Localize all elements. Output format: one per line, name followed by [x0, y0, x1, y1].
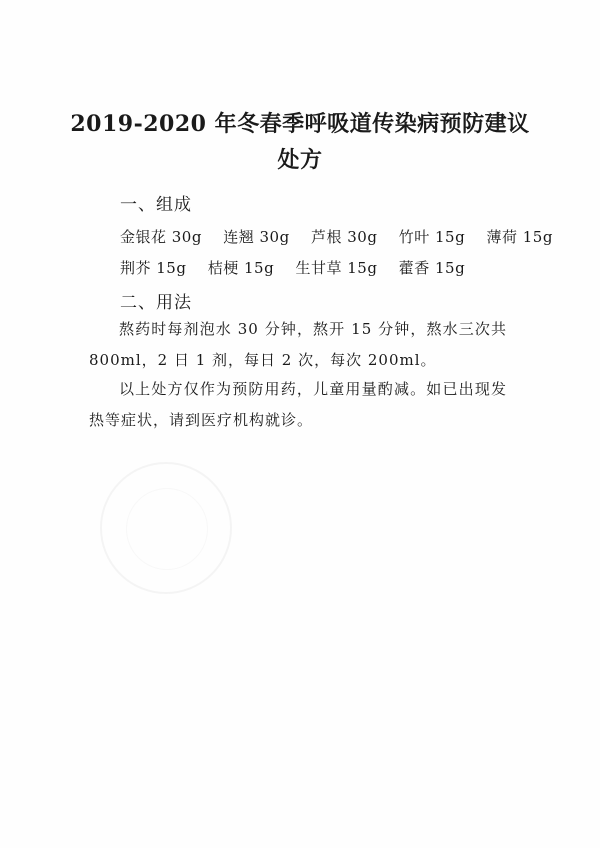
section-heading-composition: 一、组成	[120, 195, 192, 215]
herb-item: 金银花 30g	[120, 228, 202, 246]
herb-item: 荆芥 15g	[120, 259, 187, 277]
herb-item: 桔梗 15g	[207, 259, 275, 277]
title-line-2: 处方	[277, 147, 323, 173]
usage-paragraph: 熬药时每剂泡水 30 分钟，熬开 15 分钟，熬水三次共 800ml，2 日 1 剂，每日 2 次，每次 200ml。	[89, 320, 507, 369]
herb-item: 竹叶 15g	[398, 228, 466, 246]
herb-item: 连翘 30g	[223, 228, 290, 246]
herb-item: 藿香 15g	[398, 259, 466, 277]
seal-inner-ring	[126, 488, 208, 570]
herb-list-row-1	[120, 226, 553, 247]
herb-item: 芦根 30g	[311, 228, 378, 246]
faint-seal-icon	[100, 462, 232, 594]
note-paragraph: 以上处方仅作为预防用药，儿童用量酌减。如已出现发热等症状，请到医疗机构就诊。	[89, 380, 507, 429]
herb-item: 薄荷 15g	[486, 228, 553, 246]
section-heading-usage: 二、用法	[120, 293, 192, 313]
herb-item: 生甘草 15g	[295, 259, 378, 277]
document-title	[60, 106, 540, 178]
title-line-1: 2019-2020 年冬春季呼吸道传染病预防建议	[70, 111, 530, 137]
herb-list-row-2	[120, 257, 465, 278]
